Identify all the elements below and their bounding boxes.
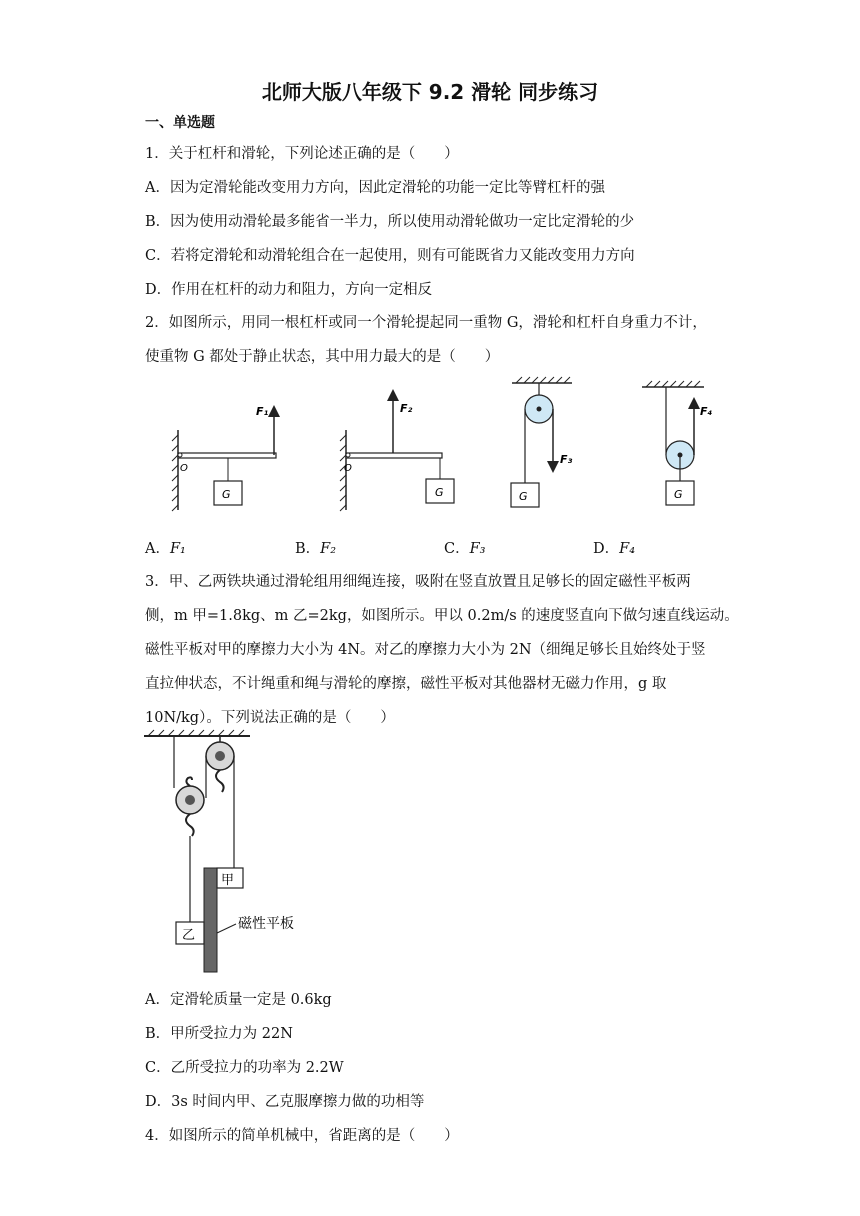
q2-stem-line1: 2．如图所示，用同一根杠杆或同一个滑轮提起同一重物 G，滑轮和杠杆自身重力不计， [145,315,707,331]
force-f2-label: F₂ [400,402,413,415]
q2-stem-line2: 使重物 G 都处于静止状态，其中用力最大的是（ ） [145,349,500,365]
figure-a-lever [172,405,276,511]
q2-figure [160,375,740,515]
weight-g-label-a: G [222,488,231,501]
q1-stem: 1．关于杠杆和滑轮，下列论述正确的是（ ） [145,146,459,162]
q3-option-a[interactable]: A．定滑轮质量一定是 0.6kg [145,992,332,1008]
magnetic-board [204,868,217,972]
q2-option-d[interactable]: D．F₄ [593,541,636,557]
q4-stem: 4．如图所示的简单机械中，省距离的是（ ） [145,1128,459,1144]
weight-g-label-b: G [435,486,444,499]
q3-stem-line2: 侧，m 甲=1.8kg、m 乙=2kg，如图所示。甲以 0.2m/s 的速度竖直向下做匀速直线运动。 [145,608,739,624]
q1-option-b[interactable]: B．因为使用动滑轮最多能省一半力，所以使用动滑轮做功一定比定滑轮的少 [145,214,635,230]
q1-option-d[interactable]: D．作用在杠杆的动力和阻力，方向一定相反 [145,282,433,298]
section-heading: 一、单选题 [145,115,215,131]
force-f4-label: F₄ [700,405,713,418]
q3-option-b[interactable]: B．甲所受拉力为 22N [145,1026,293,1042]
q2-option-b[interactable]: B．F₂ [295,541,337,557]
q3-stem-line1: 3．甲、乙两铁块通过滑轮组用细绳连接，吸附在竖直放置且足够长的固定磁性平板两 [145,574,691,590]
magnetic-board-label: 磁性平板 [238,916,294,932]
figure-c-fixed-pulley [511,377,573,507]
pivot-o-label-b: O [344,463,352,474]
weight-g-label-d: G [674,488,683,501]
block-jia-label: 甲 [221,873,235,888]
q3-stem-line4: 直拉伸状态，不计绳重和绳与滑轮的摩擦，磁性平板对其他器材无磁力作用，g 取 [145,676,667,692]
q1-option-c[interactable]: C．若将定滑轮和动滑轮组合在一起使用，则有可能既省力又能改变用力方向 [145,248,635,264]
weight-g-label-c: G [519,490,528,503]
q2-option-a[interactable]: A．F₁ [145,541,186,557]
q3-stem-line5: 10N/kg）。下列说法正确的是（ ） [145,710,395,726]
force-f3-label: F₃ [560,453,573,466]
q3-option-c[interactable]: C．乙所受拉力的功率为 2.2W [145,1060,344,1076]
force-f1-label: F₁ [256,405,269,418]
q3-figure [140,728,340,978]
figure-b-lever [340,395,454,511]
figure-d-movable-pulley [642,381,713,505]
q1-option-a[interactable]: A．因为定滑轮能改变用力方向，因此定滑轮的功能一定比等臂杠杆的强 [145,180,605,196]
document-title: 北师大版八年级下 9.2 滑轮 同步练习 [261,80,599,104]
q3-option-d[interactable]: D．3s 时间内甲、乙克服摩擦力做的功相等 [145,1094,425,1110]
q3-stem-line3: 磁性平板对甲的摩擦力大小为 4N。对乙的摩擦力大小为 2N（细绳足够长且始终处于竖 [145,642,706,658]
pivot-o-label: O [180,463,188,474]
q2-option-c[interactable]: C．F₃ [444,541,486,557]
block-yi-label: 乙 [182,928,196,943]
